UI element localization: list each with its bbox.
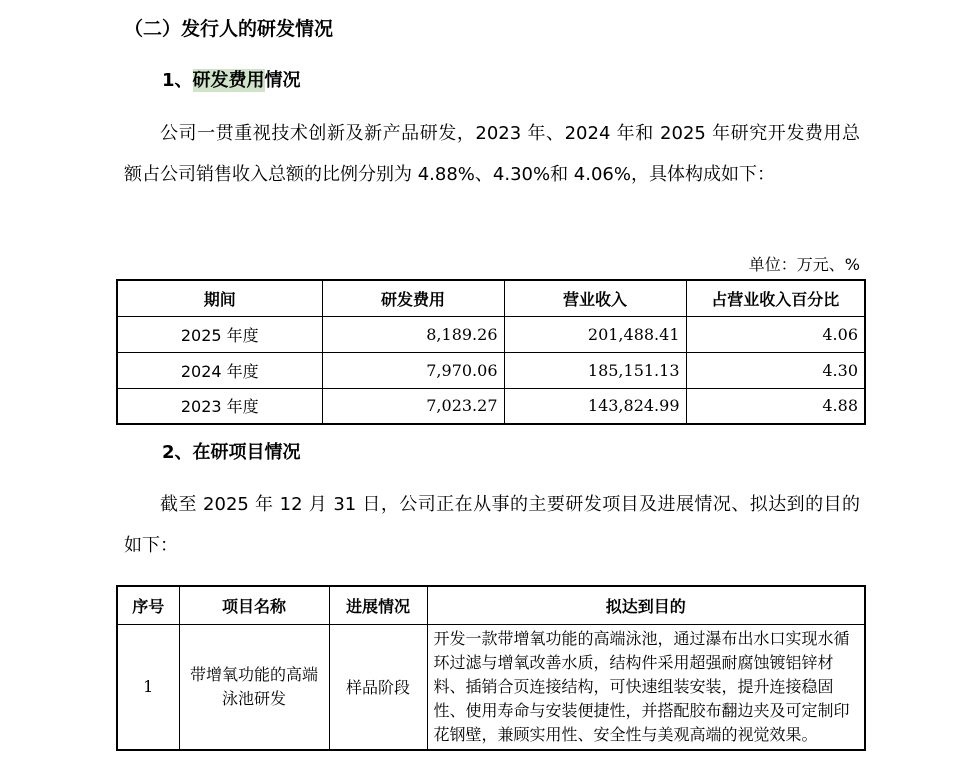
- header-project-name: 项目名称: [179, 586, 329, 624]
- projects-table: [116, 585, 866, 751]
- cell-period: 2023 年度: [117, 388, 322, 424]
- cell-period: 2024 年度: [117, 352, 322, 388]
- table-row: [117, 388, 865, 424]
- cell-progress: 样品阶段: [329, 624, 427, 750]
- header-goal: 拟达到目的: [427, 586, 865, 624]
- cell-ratio: 4.06: [686, 316, 865, 352]
- cell-revenue: 143,824.99: [504, 388, 686, 424]
- paragraph-projects-intro: 截至 2025 年 12 月 31 日，公司正在从事的主要研发项目及进展情况、拟达到的目的如下：: [124, 494, 860, 556]
- table-header-row: [117, 586, 865, 624]
- unit-label: 单位：万元、%: [748, 255, 860, 274]
- header-revenue: 营业收入: [504, 280, 686, 316]
- subheading-projects: 2、在研项目情况: [162, 442, 301, 463]
- header-index: 序号: [117, 586, 179, 624]
- subheading-number: 1、: [162, 70, 193, 91]
- cell-revenue: 185,151.13: [504, 352, 686, 388]
- subheading-rest: 情况: [264, 70, 301, 91]
- cell-index: 1: [117, 624, 179, 750]
- header-progress: 进展情况: [329, 586, 427, 624]
- table-row: [117, 316, 865, 352]
- section-title: （二）发行人的研发情况: [124, 18, 334, 40]
- table-header-row: [117, 280, 865, 316]
- cell-rd-expense: 7,970.06: [322, 352, 504, 388]
- cell-project-name: 带增氧功能的高端泳池研发: [179, 624, 329, 750]
- cell-period: 2025 年度: [117, 316, 322, 352]
- header-period: 期间: [117, 280, 322, 316]
- table-row: [117, 352, 865, 388]
- cell-ratio: 4.30: [686, 352, 865, 388]
- cell-rd-expense: 8,189.26: [322, 316, 504, 352]
- cell-rd-expense: 7,023.27: [322, 388, 504, 424]
- rd-expense-table: [116, 279, 866, 425]
- table-row: [117, 624, 865, 750]
- paragraph-rd-ratio: 公司一贯重视技术创新及新产品研发，2023 年、2024 年和 2025 年研究开发费用总额占公司销售收入总额的比例分别为 4.88%、4.30%和 4.06%，具体构成如下：: [124, 123, 860, 185]
- highlighted-text: 研发费用: [192, 70, 265, 91]
- header-rd-expense: 研发费用: [322, 280, 504, 316]
- subheading-rd-expense: [162, 68, 301, 94]
- cell-ratio: 4.88: [686, 388, 865, 424]
- cell-goal: 开发一款带增氧功能的高端泳池，通过瀑布出水口实现水循环过滤与增氧改善水质，结构件采用超强耐腐蚀镀铝锌材料、插销合页连接结构，可快速组装安装，提升连接稳固性、使用寿命与安装便捷性，并搭配胶布翻边夹及可定制印花钢壁，兼顾实用性、安全性与美观高端的视觉效果。: [427, 624, 865, 750]
- header-ratio: 占营业收入百分比: [686, 280, 865, 316]
- cell-revenue: 201,488.41: [504, 316, 686, 352]
